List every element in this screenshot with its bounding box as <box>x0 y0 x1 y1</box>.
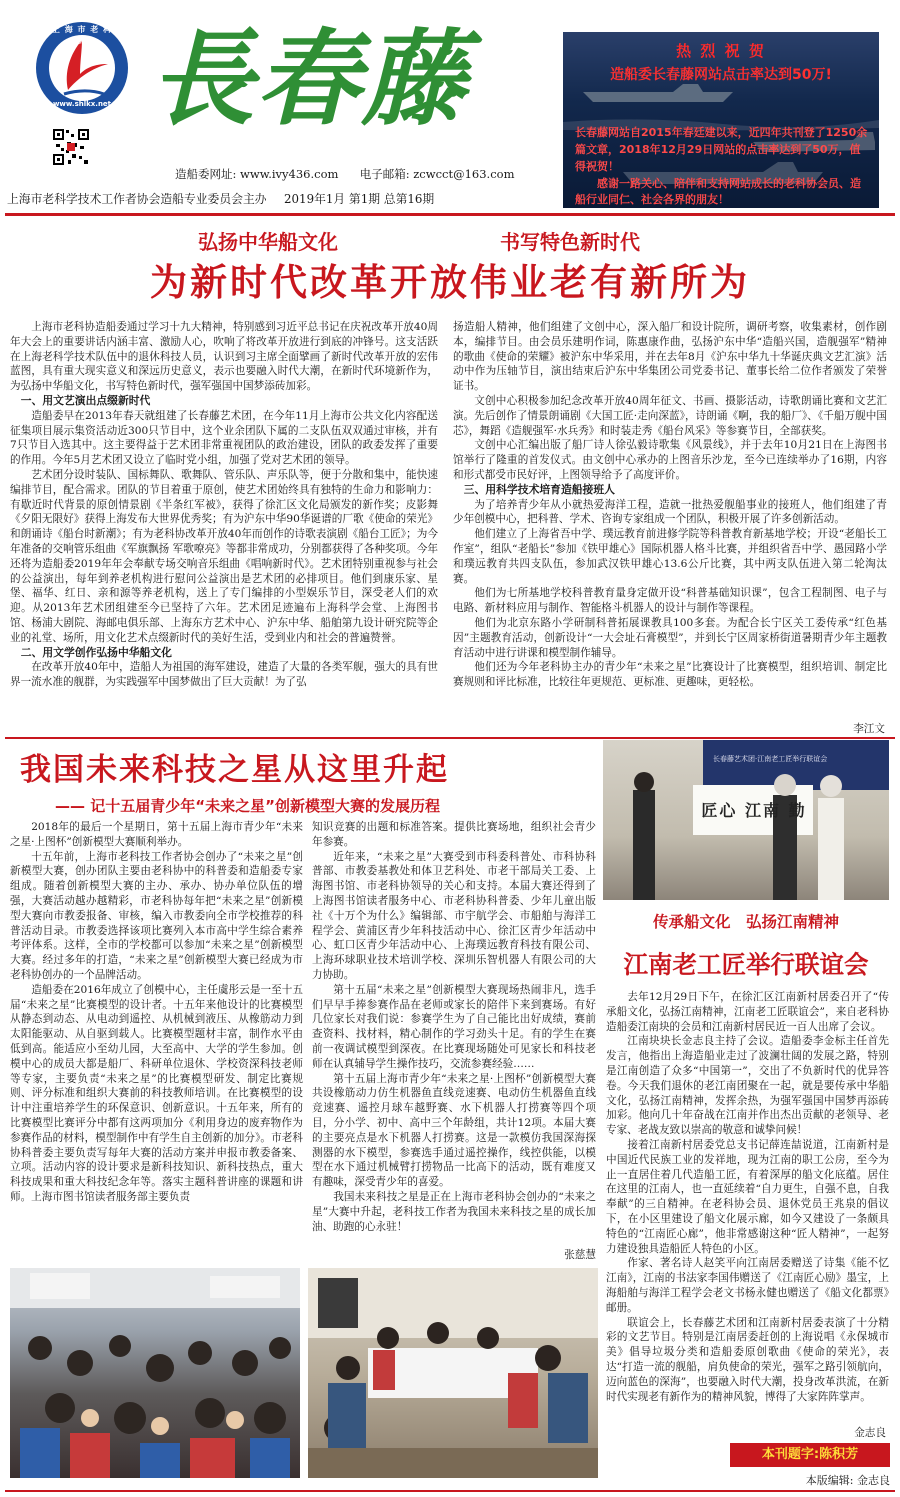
title-credit-box <box>730 1443 890 1467</box>
celebration-banner <box>563 32 879 208</box>
jiangnan-para: 江南块块长金志良主持了会议。造船委李金标主任首先发言，他指出上海造船业走过了波澜壮阔的发展之路，特别是江南创造了众多“中国第一”，交出了不负新时代的优异答卷。今天我们退休的老江南团聚在一起，就是要传承中华船文化，弘扬江南精神，发挥余热，为强军强国中国梦再添砖加彩。他向几十年奋战在江南并作出杰出贡献的老领导、老专家、老战友致以崇高的敬意和诚挚问候！ <box>606 1035 889 1137</box>
jiangnan-photo <box>603 740 889 900</box>
jiangnan-para: 接着江南新村居委党总支书记薛连喆说道，江南新村是中国近代民族工业的发祥地，现为江南的职工公房，至今为止一直居住着几代造船工匠，有着深厚的船文化底蕴。居住在这里的江南人，也一直延续着“自力更生，自强不息，自我奉献”的三自精神。在老科协会员、退休党员王兆泉的倡议下，在小区里建设了船文化展示廊，如今又建设了一条颇具特色的“江南匠心廊”，他非常感谢这种“匠人精神”，一起努力建设独具造船匠人特色的小区。 <box>606 1138 889 1255</box>
lead-para: 上海市老科协造船委通过学习十九大精神，特别感到习近平总书记在庆祝改革开放40周年大会上的重要讲话内涵丰富、激励人心，吹响了将改革开放进行到底的冲锋号。这支活跃在上海老科学技术队伍中的退休科技人员，认识到习主席全面擘画了新时代改革开放的宏伟蓝图，具有重大现实意义和深远历史意义，表示也要融入时代大潮，在新时代环境新作为，为弘扬中华船文化，书写特色新时代，强军强国中国梦添砖加彩。 <box>10 321 438 393</box>
lead-para: 他们建立了上海省吾中学、璞远教育前进修学院等科普教育新基地学校；开设“老船长工作室”，组队“老船长”参加《铁甲雄心》国际机器人格斗比赛，并组织省吾中学、愚园路小学和璞远教育共四支队伍，参加武汉铁甲雄心13.6公斤比赛，其中两支队伍进入第二轮淘汰赛。 <box>453 528 887 585</box>
title-credit: 本刊题字:陈积芳 <box>761 1447 859 1462</box>
banner-body: 长春藤网站自2015年春廷建以来，近四年共刊登了1250余篇文章，2018年12月29日网站的点击率达到了50万，值得祝贺！ <box>575 126 868 173</box>
jiangnan-para: 去年12月29日下午，在徐汇区江南新村居委召开了“传承船文化，弘扬江南精神，江南老工匠联谊会”，来自老科协造船委江南块的会员和江南新村居民近一百人出席了会议。 <box>606 991 889 1033</box>
lead-para: 扬造船人精神，他们组建了文创中心，深入船厂和设计院所，调研考察，收集素材，创作剧本，编排节目。由会员乐建明作词，陈惠康作曲，弘扬沪东中华“造船兴国，造舰强军”精神的歌曲《使命的荣耀》被沪东中华采用，并在去年8月《沪东中华九十华诞庆典文艺汇演》活动中作为压轴节目，演出结束后沪东中华集团公司党委书记、董事长给二位作者颁发了荣誉证书。 <box>453 321 887 393</box>
banner-thanks: 感谢一路关心、陪伴和支持网站成长的老科协会员、造船行业同仁、社会各界的朋友！ <box>575 177 861 206</box>
lead-headline: 为新时代改革开放伟业老有新所为 <box>150 261 750 304</box>
future-para: 造船委在2016年成立了创模中心，主任虞彤云是一至十五届“未来之星”比赛模型的设计者。十五年来他设计的比赛模型从静态到动态、从电动到遥控、从机械到液压、从橡筋动力到太阳能驱动、从自驱到载人。比赛模型题材丰富，制作水平由低到高。能适应小至幼儿园，大至高中、大学的学生参加。创模中心的成员大都是船厂、科研单位退休、学校资深科技老师等专家，主要负责“未来之星”的比赛模型研发、制定比赛规则、评分标准和组织大赛前的科技教师培训。在比赛模型的设计中注重培养学生的环保意识、创新意识。十五年来，所有的比赛模型比赛评分中都有这两项加分《利用身边的废弃物作为参赛作品的材料，模型制作中有学生自主创新的加分》。市老科协科普委主要负责写每年大赛的活动方案并申报市教委备案、立项。活动内容的设计要求是新科技知识、新科技热点，重大科技成果和重大科技纪念年等。落实主题科普讲座的课题和讲师。上海市图书馆读者服务部主要负责 <box>10 983 303 1203</box>
future-subhead: —— 记十五届青少年“未来之星”创新模型大赛的发展历程 <box>55 797 440 815</box>
photo-stage-banner: 长春藤艺术团·江南老工匠举行联谊会 <box>713 755 828 763</box>
section-rule <box>5 737 895 739</box>
future-col-2 <box>312 820 596 1260</box>
competition-table-icon <box>308 1268 598 1478</box>
jiangnan-kicker: 传承船文化 弘扬江南精神 <box>652 913 839 931</box>
logo-url[interactable]: www.shlkx.net <box>52 100 112 108</box>
jiangnan-para: 联谊会上，长春藤艺术团和江南新村居委表演了十分精彩的文艺节目。特别是江南居委赶创的上海说唱《永保城市美》倡导垃圾分类和造船委原创歌曲《使命的荣光》，表达“打造一流的舰船，肩负使命的荣光，强军之路引领航向，迈向蓝色的深海”，也要融入时代大潮，投身改革洪流，在新时代实现老有新作为的精神风貌，博得了大家阵阵掌声。 <box>606 1316 889 1403</box>
jiangnan-body <box>606 990 889 1426</box>
lead-para: 文创中心汇编出版了船厂诗人徐弘毅诗歌集《风景线》，并于去年10月21日在上海图书馆举行了隆重的首发仪式。由文创中心承办的上图音乐沙龙，至今已连续举办了16期，内容和形式都受市民好评，上图领导给予了高度评价。 <box>453 439 887 481</box>
future-headline: 我国未来科技之星从这里升起 <box>20 752 449 788</box>
lead-section-heading: 三、用科学技术培育造船接班人 <box>463 482 615 496</box>
future-para: 我国未来科技之星是正在上海市老科协会创办的“未来之星”大赛中升起，老科技工作者为我国未来科技之星的成长加油、助跑的心永驻！ <box>312 1190 596 1233</box>
logo <box>34 20 130 116</box>
future-para: 2018年的最后一个星期日，第十五届上海市青少年“未来之星·上图杯”创新模型大赛顺利举办。 <box>10 821 303 848</box>
banner-title: 热 烈 祝 贺 <box>676 42 766 60</box>
future-para: 近年来，“未来之星”大赛受到市科委科普处、市科协科普部、市教委基教处和体卫艺科处、市老干部局关工委、上海图书馆、市老科协领导的关心和支持。本届大赛还得到了上海图书馆读者服务中心、市老科协科普委、少年儿童出版社《十万个为什么》编辑部、市宇航学会、市船舶与海洋工程学会、黄浦区青少年科技活动中心、徐汇区青少年活动中心、虹口区青少年活动中心、上海璞远教育科技有限公司、上海环球职业技术培训学校、深圳乐智机器人有限公司的大力协助。 <box>312 850 596 981</box>
future-para: 第十五届“未来之星”创新模型大赛现场热闹非凡，选手们早早手捧参赛作品在老师或家长的陪伴下来到赛场。有好几位家长对我们说：参赛学生为了自己能比出好成绩，赛前查资料、找材料，精心制作的学习劲头十足。有的学生在赛前一夜调试模型到深夜。在比赛现场随处可见家长和科技老师在认真辅导学生操作技巧，交流参赛经验…… <box>312 983 596 1070</box>
lead-col-1 <box>10 320 438 740</box>
banner-headline: 造船委长春藤网站点击率达到50万! <box>610 67 832 83</box>
lead-col-2 <box>453 320 887 720</box>
jiangnan-para: 作家、著名诗人赵笑平向江南居委赠送了诗集《能不忆江南》，江南的书法家李国伟赠送了《江南匠心励》墨宝，上海船舶与海洋工程学会老文书杨永健也赠送了《船文化都票》邮册。 <box>606 1257 889 1314</box>
future-photo-right <box>308 1268 598 1478</box>
masthead-rule <box>5 213 895 216</box>
lead-para: 在改革开放40年中，造船人为祖国的海军建设，建造了大量的各类军舰，强大的具有世界一流水准的舰群，为实践强军中国梦做出了巨大贡献！为了弘 <box>10 661 438 689</box>
lead-para: 他们为七所基地学校科普教育量身定做开设“科普基础知识课”，包含工程制图、电子与电路、新材料应用与制作、智能格斗机器人的设计与制作等课程。 <box>453 587 887 615</box>
qr-code[interactable] <box>52 128 90 166</box>
organizer: 上海市老科学技术工作者协会造船专业委员会主办 <box>7 192 267 206</box>
lead-section-heading: 一、用文艺演出点缀新时代 <box>20 393 151 407</box>
bottom-rule <box>5 1490 895 1492</box>
future-col-1 <box>10 820 303 1260</box>
lead-para: 造船委早在2013年春天就组建了长春藤艺术团，在今年11月上海市公共文化内容配送征集项目展示集资活动近300只节目中，这个业余团队下属的二支队伍双双通过审核，并有7只节目入选其中。这主要得益于艺术团非常重视团队的政治建设，团队的政委发挥了重要的作用。今年5月艺术团又设立了临时党小组，加强了党对艺术团的领导。 <box>10 409 438 467</box>
future-para: 第十五届上海市青少年“未来之星·上图杯”创新模型大赛共设橡筋动力仿生机器鱼直线竞速赛、电动仿生机器鱼直线竞速赛、遥控月球车越野赛、水下机器人打捞赛等四个项目，分小学、初中、高中三个年龄组，共计12项。本届大赛的主要亮点是水下机器人打捞赛。这是一款模仿我国深海探测器的水下模型，参赛选手通过遥控操作，线控供能，以模型在水下通过机械臂打捞物品一比高下的活动，既有难度又有趣味，深受青少年的喜爱。 <box>312 1072 596 1189</box>
photo-calligraphy: 匠心 江南 勤 <box>701 801 807 820</box>
website-line <box>175 166 560 182</box>
future-para: 十五年前，上海市老科技工作者协会创办了“未来之星”创新模型大赛，创办团队主要由老科协中的科普委和造船委专家组成。随着创新模型大赛的主办、承办、协办单位队伍的增强，大赛活动越办越精彩，市老科协每年把“未来之星”创新模型大赛向市教委报备、审核，编入市教委向全市学校推荐的科普活动目录。市教委选择该项比赛列入本市高中学生综合素养考评体系。这样，全市的学校都可以参加“未来之星”创新模型大赛。经过多年的打造，“未来之星”创新模型大赛已经成为市老科协创办的一个品牌活动。 <box>10 850 303 981</box>
future-photo-left <box>10 1268 300 1478</box>
lead-section-heading: 二、用文学创作弘扬中华船文化 <box>20 645 172 659</box>
org-line <box>7 191 557 207</box>
qr-code-icon <box>52 128 90 166</box>
lead-byline: 李江文 <box>853 723 885 735</box>
website-link[interactable]: 造船委网址: www.ivy436.com <box>175 167 339 181</box>
issue-number: 2019年1月 第1期 总第16期 <box>284 192 435 206</box>
lead-para: 他们为北京东路小学研制科普拓展课教具100多套。为配合长宁区关工委传承“红色基因”主题教育活动，创新设计“一大会址石膏模型”，并到长宁区周家桥街道暑期青少年主题教育活动中进行讲课和模型制作辅导。 <box>453 616 887 659</box>
masthead <box>0 0 900 220</box>
logo-ring-text: 上 海 市 老 科 协 <box>51 25 113 45</box>
jiangnan-byline: 金志良 <box>854 1427 886 1439</box>
masthead-title: 長春藤 <box>150 17 469 140</box>
future-para: 知识竞赛的出题和标准答案。提供比赛场地，组织社会青少年参赛。 <box>312 821 596 848</box>
email-link[interactable]: 电子邮箱: zcwcct@163.com <box>359 167 515 181</box>
future-byline: 张慈慧 <box>564 1249 596 1261</box>
lead-para: 艺术团分设时装队、国标舞队、歌舞队、管乐队、声乐队等，便于分散和集中，能快速编排节目，配合需求。团队的节目着重于原创，使艺术团始终具有独特的生命力和影响力：有歇近时代背景的原创情景剧《半条红军被》，获得了徐汇区文化局颁发的新作奖；皮影舞《夕阳无限好》获得上海发布大世界优秀奖；有为沪东中华90华诞谱的厂歌《使命的荣光》和朗诵诗《船台时新潮》；有为老科协改革开放40年而创作的诗歌表演剧《船台工匠》；为今年准备的交响管乐组曲《军旗飘扬 军歌嘹亮》等都非常成功，分别都获得了各种奖项。今年还将为造船委2019年年会奉献专场交响音乐组曲《唱响新时代》。艺术团特别重视参与社会的公益演出，每年到养老机构进行慰问公益演出是艺术团的必排项目。他们到康乐家、星堡、福华、红日、亲和源等养老机构，送上了专门编排的小型娱乐节目，深受老人们的欢迎。从2013年艺术团组建至今已坚持了六年。艺术团足迹遍布上海科学会堂、上海图书馆、杨浦大剧院、海邮电俱乐部、上海东方艺术中心、沪东中华、船舶第九设计研究院等企业的礼堂、场所，用文化艺术点缀新时代的美好生活，受到业内和社会的普遍赞誉。 <box>10 468 438 644</box>
lead-para: 文创中心积极参加纪念改革开放40周年征文、书画、摄影活动，诗歌朗诵比赛和文艺汇演。先后创作了情景朗诵剧《大国工匠·走向深蓝》，诗朗诵《啊，我的船厂》、《千船万舰中国芯》，舞蹈《造舰强军·水兵秀》和时装走秀《船台风采》等参赛节目，全部获奖。 <box>453 394 887 437</box>
kicker-left: 弘扬中华船文化 <box>198 230 338 254</box>
page-editor: 本版编辑: 金志良 <box>805 1474 890 1487</box>
kicker-right: 书写特色新时代 <box>500 230 640 254</box>
lead-para: 为了培养青少年从小就热爱海洋工程，造就一批热爱舰船事业的接班人，他们组建了青少年创模中心，把科普、学术、咨询专家组成一个团队，积极开展了许多创新活动。 <box>453 498 887 526</box>
lead-kicker <box>0 228 900 256</box>
jiangnan-headline: 江南老工匠举行联谊会 <box>623 950 869 979</box>
classroom-crowd-icon <box>10 1268 300 1478</box>
lead-para: 他们还为今年老科协主办的青少年“未来之星”比赛设计了比赛模型，组织培训、制定比赛规则和评比标准，比较往年更规范、更标准、更趣味，更轻松。 <box>453 661 887 689</box>
